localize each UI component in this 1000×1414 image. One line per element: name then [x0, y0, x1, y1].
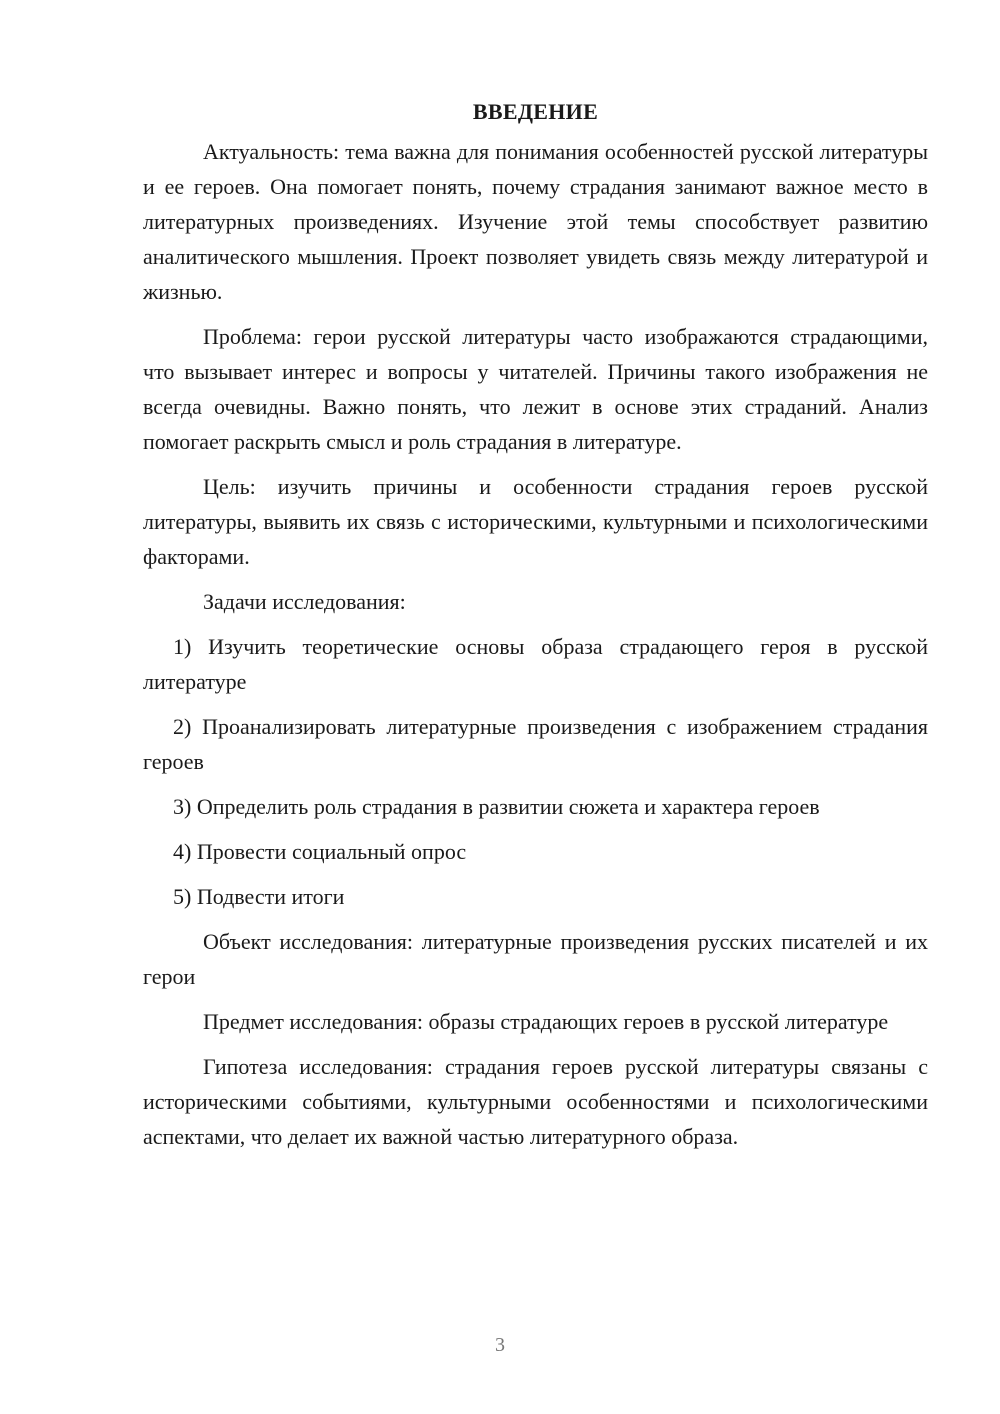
task-item-3: 3) Определить роль страдания в развитии сюжета и характера героев	[173, 794, 820, 819]
page-content	[143, 96, 928, 1164]
task-item-1: 1) Изучить теоретические основы образа страдающего героя в русской литературе	[143, 634, 928, 694]
task-item-2: 2) Проанализировать литературные произведения с изображением страдания героев	[143, 714, 928, 774]
task-item-5: 5) Подвести итоги	[173, 884, 345, 909]
page-number: 3	[495, 1334, 505, 1356]
goal-paragraph: Цель: изучить причины и особенности страдания героев русской литературы, выявить их связь с историческими, культурными и психологическими факторами.	[143, 474, 928, 569]
problem-paragraph: Проблема: герои русской литературы часто изображаются страдающими, что вызывает интерес и вопросы у читателей. Причины такого изображения не всегда очевидны. Важно понять, что лежит в основе этих страданий. Анализ помогает раскрыть смысл и роль страдания в литературе.	[143, 324, 928, 454]
tasks-heading: Задачи исследования:	[203, 589, 406, 614]
relevance-paragraph: Актуальность: тема важна для понимания особенностей русской литературы и ее героев. Она помогает понять, почему страдания занимают важное место в литературных произведениях. Изучение этой темы способствует развитию аналитического мышления. Проект позволяет увидеть связь между литературой и жизнью.	[143, 139, 928, 304]
subject-paragraph: Предмет исследования: образы страдающих героев в русской литературе	[203, 1009, 889, 1034]
hypothesis-paragraph: Гипотеза исследования: страдания героев русской литературы связаны с историческими событиями, культурными особенностями и психологическими аспектами, что делает их важной частью литературного образа.	[143, 1054, 928, 1149]
page-title: ВВЕДЕНИЕ	[472, 99, 599, 124]
task-item-4: 4) Провести социальный опрос	[173, 839, 467, 864]
object-paragraph: Объект исследования: литературные произведения русских писателей и их герои	[143, 929, 928, 989]
